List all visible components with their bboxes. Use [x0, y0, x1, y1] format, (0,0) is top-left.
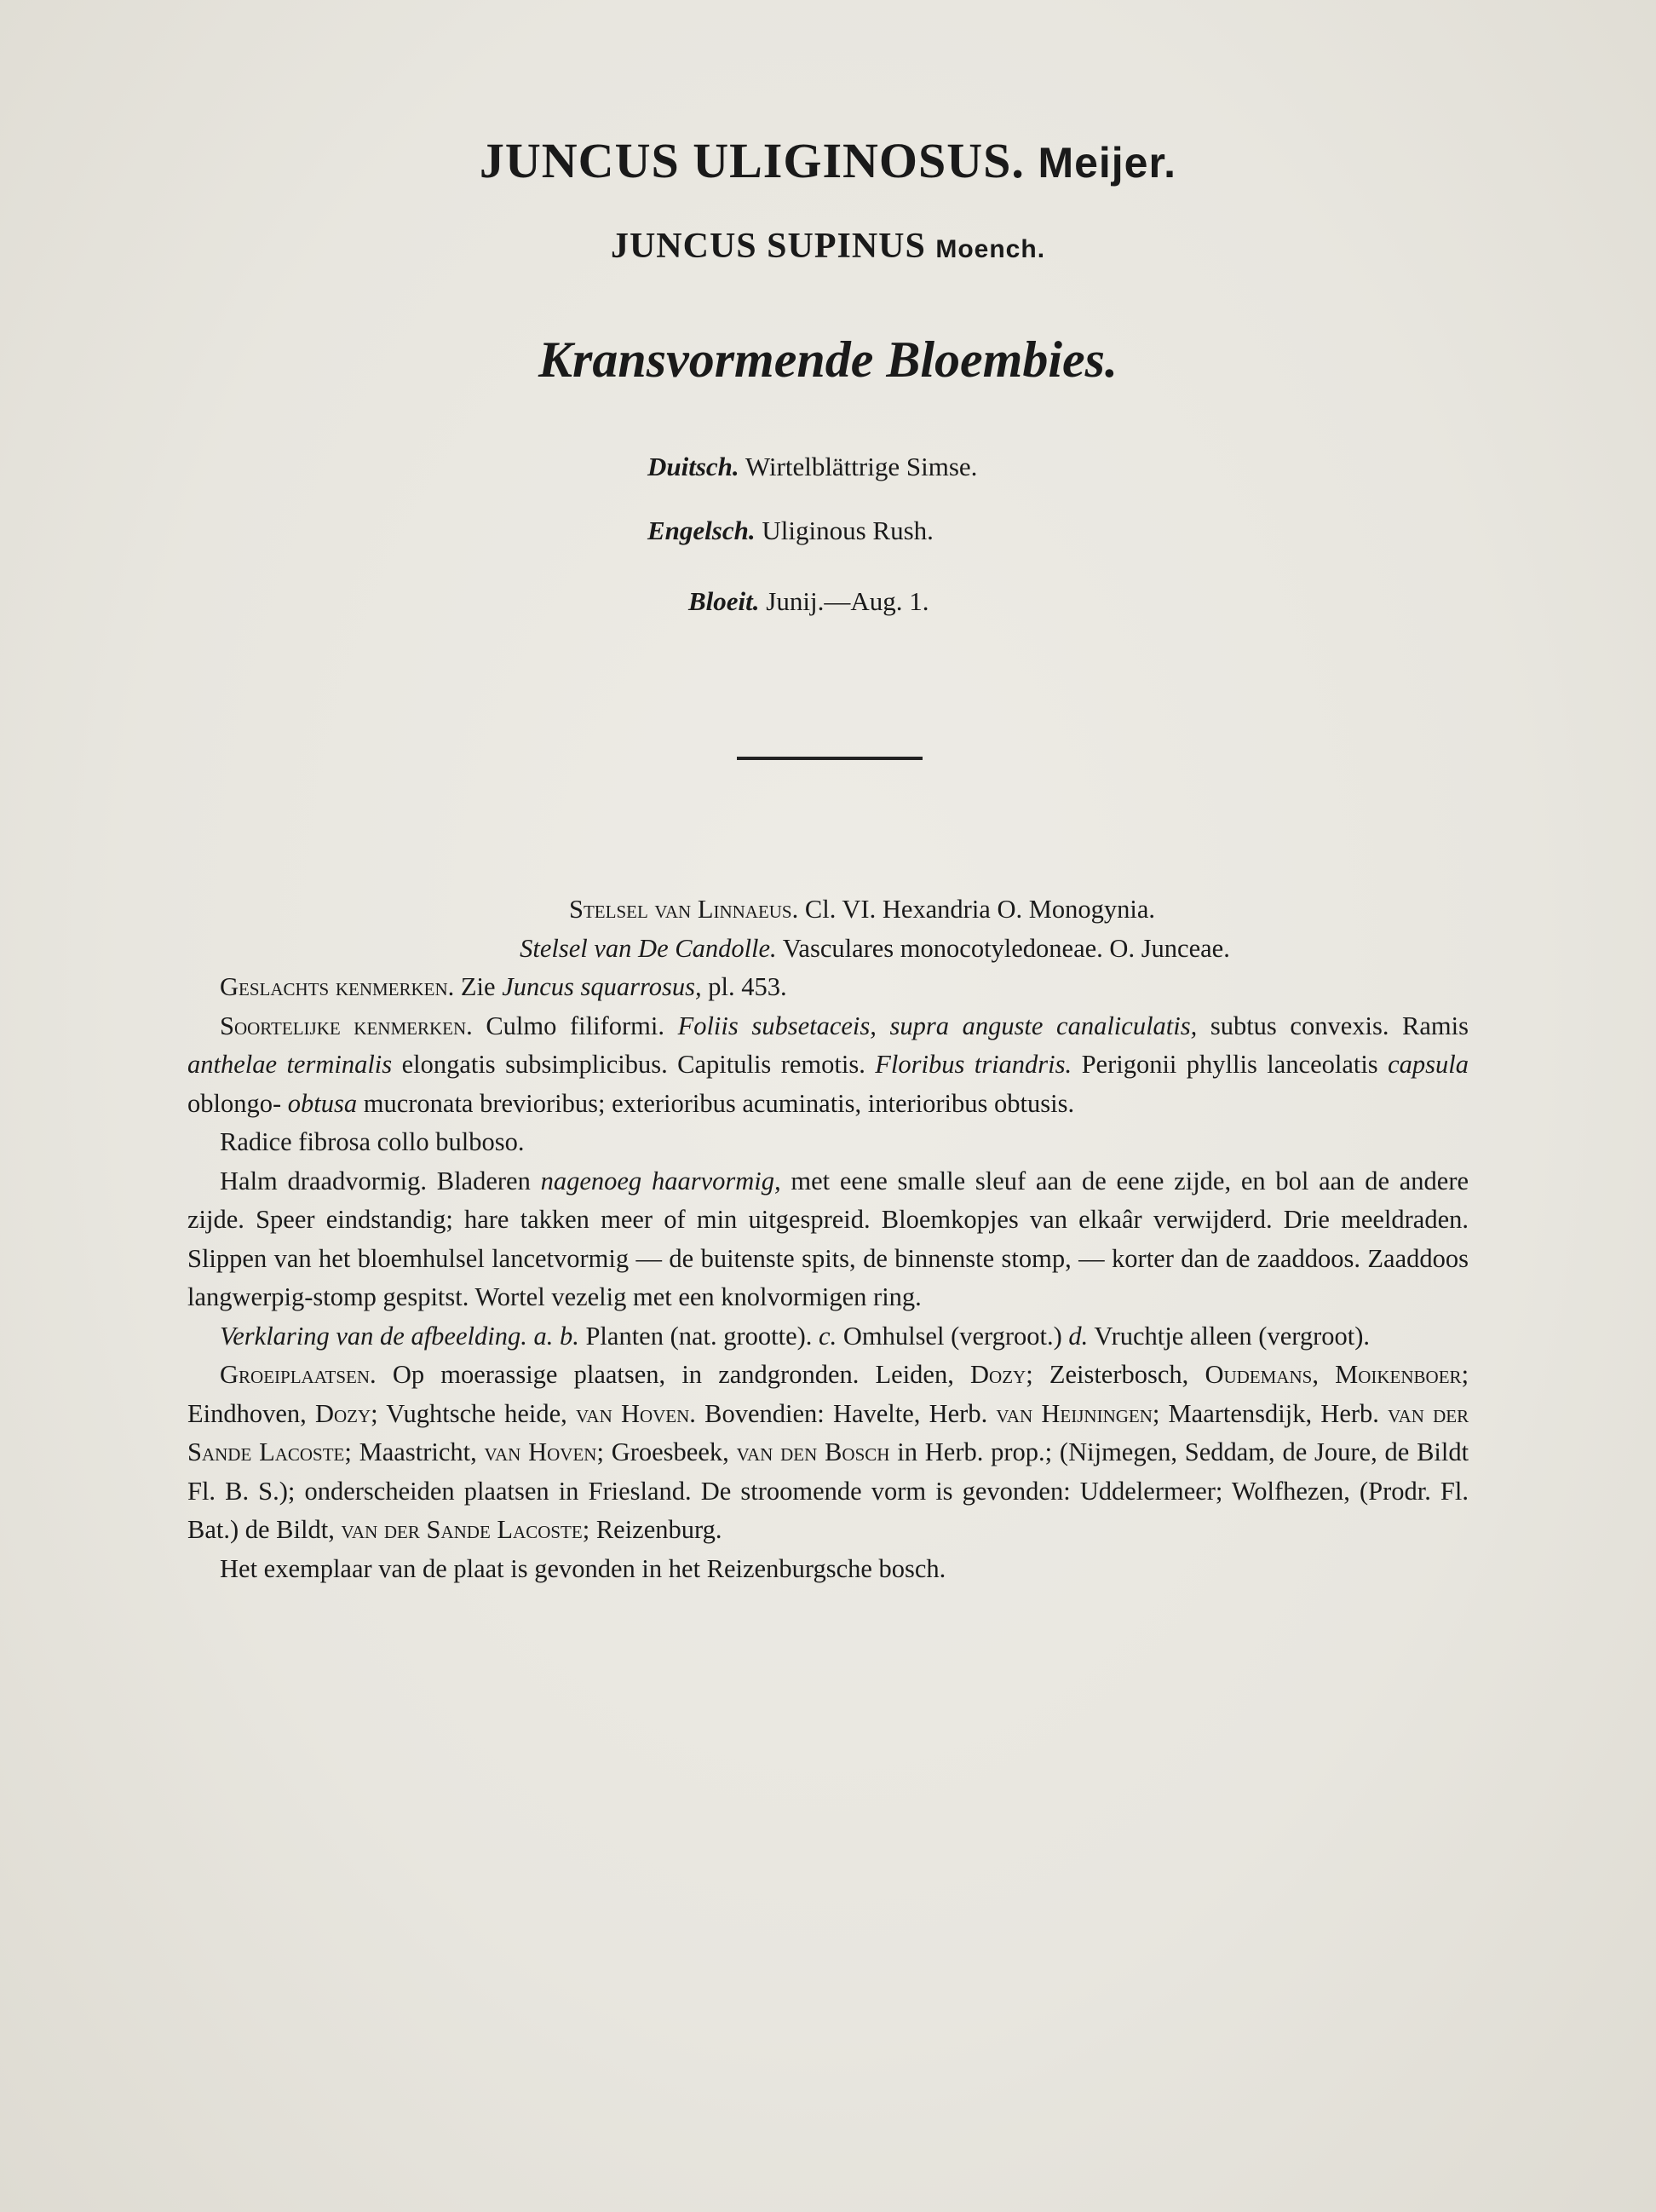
collector-name: Oudemans, Moikenboer	[1205, 1360, 1462, 1389]
linnaeus-value: Cl. VI. Hexandria O. Monogynia.	[804, 895, 1155, 924]
habitats-text: ; Zeisterbosch,	[1026, 1360, 1189, 1389]
species-text: Culmo filiformi.	[486, 1011, 664, 1040]
english-label: Engelsch.	[647, 516, 756, 545]
species-text: capsula	[1388, 1050, 1469, 1079]
linnaeus-label: Stelsel van Linnaeus.	[569, 895, 799, 924]
candolle-value: Vasculares monocotyledoneae. O. Junceae.	[782, 933, 1230, 963]
explanation-text: c.	[819, 1321, 837, 1351]
species-text: oblongo-	[187, 1088, 282, 1118]
german-name	[647, 452, 977, 482]
description-text: Halm draadvormig. Bladeren	[220, 1166, 531, 1195]
collector-name: van den Bosch	[736, 1437, 890, 1466]
synonym	[0, 226, 1656, 267]
collector-name: van Hoven	[484, 1437, 597, 1466]
species-label: Soortelijke kenmerken.	[220, 1011, 473, 1040]
habitats-text: ; Vughtsche heide,	[371, 1398, 567, 1428]
english-name	[647, 516, 934, 546]
habitats-text: Op moerassige plaatsen, in zandgronden. Leiden,	[392, 1360, 954, 1389]
synonym-name: JUNCUS SUPINUS	[610, 227, 926, 266]
linnaeus-system	[187, 890, 1469, 930]
habitats-label: Groeiplaatsen.	[220, 1360, 377, 1389]
description-text: nagenoeg haarvormig,	[540, 1166, 781, 1195]
german-value: Wirtelblättrige Simse.	[745, 452, 978, 481]
genus-plate: pl. 453.	[708, 972, 787, 1001]
collector-name: Dozy	[970, 1360, 1026, 1389]
habitats	[187, 1356, 1469, 1550]
habitats-text: ; Groesbeek,	[596, 1437, 729, 1466]
explanation-label: Verklaring van de afbeelding.	[220, 1321, 527, 1351]
collector-name: van der Sande Lacoste	[187, 1398, 1469, 1466]
explanation-text: Vruchtje alleen (vergroot).	[1094, 1321, 1371, 1351]
habitats-text: Bovendien: Havelte, Herb.	[704, 1398, 988, 1428]
habitats-text: ; Maastricht,	[344, 1437, 477, 1466]
collector-name: van Hoven.	[575, 1398, 696, 1428]
species-characters	[187, 1007, 1469, 1124]
species-text: obtusa	[287, 1088, 358, 1118]
bloom-period	[688, 586, 929, 617]
bloom-value: Junij.—Aug. 1.	[766, 586, 929, 616]
english-value: Uliginous Rush.	[762, 516, 934, 545]
species-text: elongatis subsimplicibus. Capitulis remotis.	[401, 1050, 865, 1079]
dutch-description	[187, 1162, 1469, 1317]
habitats-text: ; Eindhoven,	[187, 1360, 1469, 1428]
dutch-name: Kransvormende Bloembies.	[538, 331, 1118, 388]
species-text: Foliis subsetaceis, supra anguste canaliculatis,	[677, 1011, 1198, 1040]
genus-characters	[187, 968, 1469, 1007]
genus-text: Zie	[460, 972, 496, 1001]
figure-explanation	[187, 1317, 1469, 1357]
german-label: Duitsch.	[647, 452, 739, 481]
explanation-text: Planten (nat. grootte).	[585, 1321, 813, 1351]
root-description: Radice fibrosa collo bulboso.	[220, 1127, 525, 1156]
habitats-text: in Herb. prop.; (Nijmegen, Seddam, de Joure, de Bildt Fl. B. S.); onderscheiden plaatsen in Friesland. De stroomende vorm is gevonden: Uddelermeer; Wolfhezen, (Prodr. Fl. Bat.) de Bildt,	[187, 1437, 1469, 1544]
candolle-label: Stelsel van De Candolle.	[520, 933, 777, 963]
species-text: Floribus triandris.	[875, 1050, 1072, 1079]
collector-name: van der Sande Lacoste	[341, 1515, 583, 1544]
page-title	[0, 132, 1656, 189]
title-author: Meijer.	[1038, 139, 1177, 187]
species-text: anthelae terminalis	[187, 1050, 393, 1079]
habitats-text: ; Maartensdijk, Herb.	[1152, 1398, 1379, 1428]
candolle-system	[187, 930, 1469, 969]
genus-ref: Juncus squarrosus,	[502, 972, 702, 1001]
collector-name: van Heijningen	[996, 1398, 1153, 1428]
genus-label: Geslachts kenmerken.	[220, 972, 455, 1001]
collector-name: Dozy	[314, 1398, 371, 1428]
explanation-text: d.	[1068, 1321, 1089, 1351]
species-text: Perigonii phyllis lanceolatis	[1081, 1050, 1378, 1079]
habitats-text: ; Reizenburg.	[582, 1515, 722, 1544]
explanation-text: Omhulsel (vergroot.)	[842, 1321, 1062, 1351]
synonym-author: Moench.	[935, 235, 1046, 263]
title-name: JUNCUS ULIGINOSUS.	[479, 133, 1025, 188]
specimen-note: Het exemplaar van de plaat is gevonden in het Reizenburgsche bosch.	[220, 1553, 946, 1583]
description-body	[187, 890, 1469, 1588]
explanation-text: a. b.	[533, 1321, 579, 1351]
species-text: subtus convexis. Ramis	[1210, 1011, 1469, 1040]
description-text: met eene smalle sleuf aan de eene zijde, en bol aan de andere zijde. Speer eindstandig; hare takken meer of min uitgespreid. Bloemkopjes van elkaâr verwijderd. Drie meeldraden. Slippen van het bloemhulsel lancetvormig — de buitenste spits, de binnenste stomp, — korter dan de zaaddoos. Zaaddoos langwerpig-stomp gespitst. Wortel vezelig met een knolvormigen ring.	[187, 1166, 1469, 1311]
bloom-label: Bloeit.	[688, 586, 760, 616]
species-text: mucronata brevioribus; exterioribus acuminatis, interioribus obtusis.	[363, 1088, 1075, 1118]
divider-rule	[737, 757, 923, 760]
